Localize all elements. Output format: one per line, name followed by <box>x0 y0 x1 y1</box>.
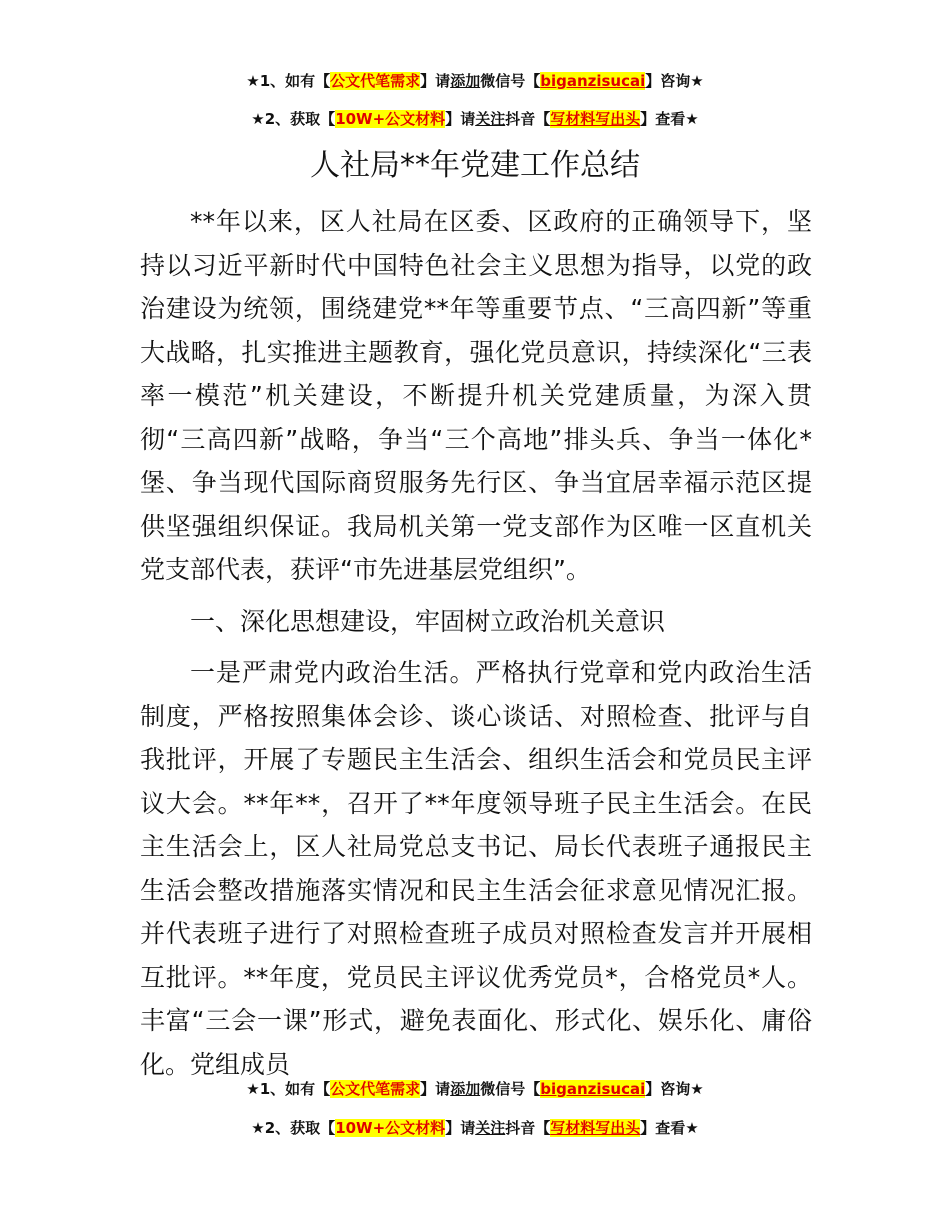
paragraph-intro: **年以来，区人社局在区委、区政府的正确领导下，坚持以习近平新时代中国特色社会主义思想为指导，以党的政治建设为统领，围绕建党**年等重要节点、“三高四新”等重大战略，扎实推进主题教育，强化党员意识，持续深化“三表率一模范”机关建设，不断提升机关党建质量，为深入贯彻“三高四新”战略，争当“三个高地”排头兵、争当一体化*堡、争当现代国际商贸服务先行区、争当宜居幸福示范区提供坚强组织保证。我局机关第一党支部作为区唯一区直机关党支部代表，获评“市先进基层党组织”。 <box>140 207 812 584</box>
promo-underline: 添加 <box>450 72 481 90</box>
promo-text: 】查看★ <box>640 1119 699 1137</box>
promo-text: 】请 <box>445 110 476 128</box>
wechat-id: biganzisucai <box>540 72 646 90</box>
document-body <box>140 200 812 1086</box>
promo-underline: 关注 <box>475 1119 506 1137</box>
promo-line-consult-bottom <box>0 1078 950 1099</box>
promo-text: 】请 <box>445 1119 476 1137</box>
promo-text: 】请 <box>420 1080 451 1098</box>
promo-text: 】咨询★ <box>645 72 704 90</box>
promo-text: ★1、如有【 <box>246 72 331 90</box>
promo-text: 】咨询★ <box>645 1080 704 1098</box>
promo-text: 微信号【 <box>480 1080 541 1098</box>
douyin-account: 写材料写出头 <box>550 110 641 128</box>
douyin-account: 写材料写出头 <box>550 1119 641 1137</box>
promo-text: ★1、如有【 <box>246 1080 331 1098</box>
wechat-id: biganzisucai <box>540 1080 646 1098</box>
promo-text: 】查看★ <box>640 110 699 128</box>
promo-highlight: 10W+公文材料 <box>335 1119 446 1137</box>
promo-text: ★2、获取【 <box>251 110 336 128</box>
document-title: 人社局**年党建工作总结 <box>310 148 640 183</box>
promo-text: 抖音【 <box>505 110 551 128</box>
promo-underline: 添加 <box>450 1080 481 1098</box>
promo-highlight: 10W+公文材料 <box>335 110 446 128</box>
promo-text: 】请 <box>420 72 451 90</box>
paragraph-political-life: 一是严肃党内政治生活。严格执行党章和党内政治生活制度，严格按照集体会诊、谈心谈话、对照检查、批评与自我批评，开展了专题民主生活会、组织生活会和党员民主评议大会。**年**，召开了**年度领导班子民主生活会。在民主生活会上，区人社局党总支书记、局长代表班子通报民主生活会整改措施落实情况和民主生活会征求意见情况汇报。并代表班子进行了对照检查班子成员对照检查发言并开展相互批评。**年度，党员民主评议优秀党员*，合格党员*人。丰富“三会一课”形式，避免表面化、形式化、娱乐化、庸俗化。党组成员 <box>140 658 812 1079</box>
promo-text: 微信号【 <box>480 72 541 90</box>
promo-line-materials-bottom <box>0 1117 950 1138</box>
promo-underline: 关注 <box>475 110 506 128</box>
section-heading-1: 一、深化思想建设，牢固树立政治机关意识 <box>190 606 666 636</box>
promo-line-materials-top <box>0 108 950 129</box>
promo-highlight: 公文代笔需求 <box>330 1080 421 1098</box>
promo-line-consult-top <box>0 70 950 91</box>
promo-text: ★2、获取【 <box>251 1119 336 1137</box>
promo-text: 抖音【 <box>505 1119 551 1137</box>
promo-highlight: 公文代笔需求 <box>330 72 421 90</box>
